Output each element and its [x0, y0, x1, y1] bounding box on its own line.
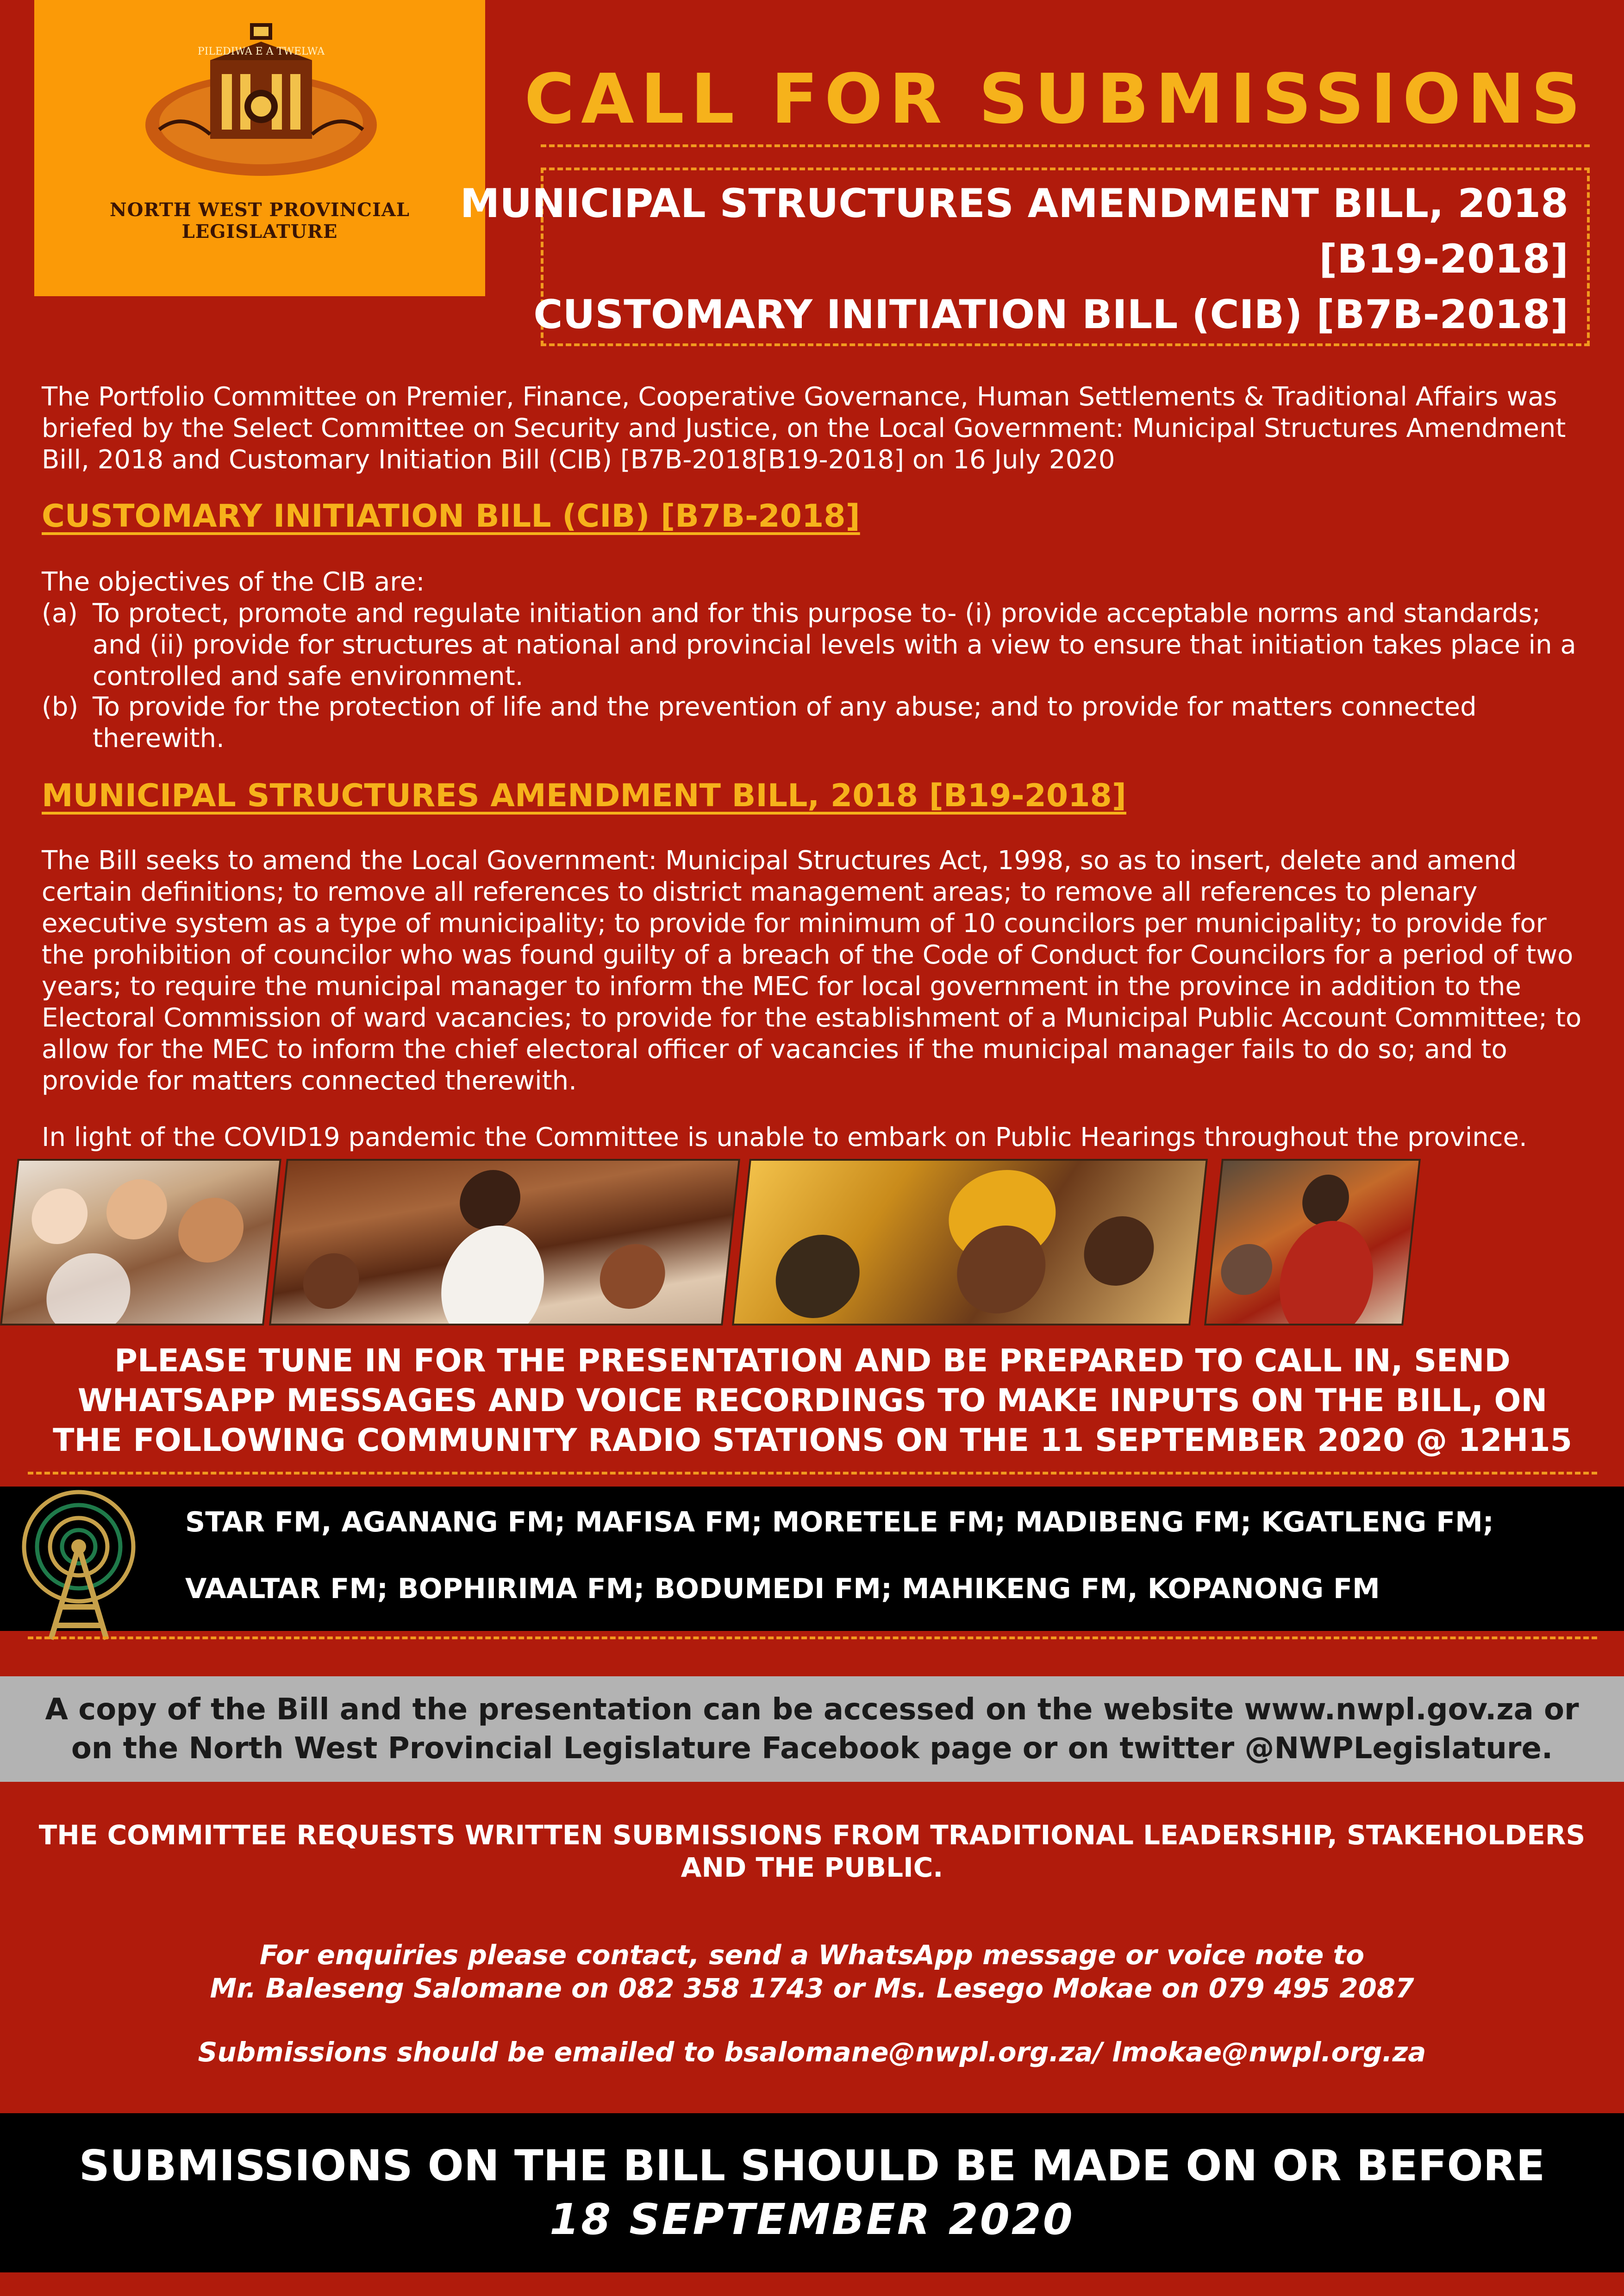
- cib-lead: The objectives of the CIB are:: [42, 567, 425, 597]
- objective-text-b: To provide for the protection of life and the prevention of any abuse; and to provide for matters connected therewith.: [93, 692, 1477, 753]
- contact-line-2: Mr. Baleseng Salomane on 082 358 1743 or Ms. Lesego Mokae on 079 495 2087: [210, 1972, 1414, 2004]
- cib-heading: CUSTOMARY INITIATION BILL (CIB) [B7B-2018]: [42, 498, 860, 535]
- legislature-emblem-logo: [141, 19, 381, 194]
- logo-panel: [34, 0, 485, 296]
- bill-title-box: [460, 168, 1590, 346]
- radio-call-to-action: PLEASE TUNE IN FOR THE PRESENTATION AND BE PREPARED TO CALL IN, SEND WHATSAPP MESSAGES AND VOICE RECORDINGS TO MAKE INPUTS ON THE BILL, ON THE FOLLOWING COMMUNITY RADIO STATIONS ON THE 11 SEPTEMBER 2020 @ 12H15: [53, 1343, 1572, 1459]
- radio-band-divider-top: [28, 1472, 1597, 1475]
- photo-audience: [0, 1159, 281, 1325]
- photo-woman-speaking: [269, 1159, 740, 1325]
- title-divider: [541, 144, 1590, 147]
- radio-band-divider-bottom: [28, 1636, 1597, 1639]
- radio-stations-line-2: VAALTAR FM; BOPHIRIMA FM; BODUMEDI FM; MAHIKENG FM, KOPANONG FM: [185, 1573, 1380, 1605]
- bill-access-info-band: [0, 1676, 1624, 1782]
- deadline-date: 18 SEPTEMBER 2020: [550, 2195, 1074, 2244]
- objective-label-a: (a): [42, 598, 78, 628]
- deadline-label: SUBMISSIONS ON THE BILL SHOULD BE MADE ON OR BEFORE: [79, 2141, 1545, 2190]
- msab-heading: MUNICIPAL STRUCTURES AMENDMENT BILL, 2018 [B19-2018]: [42, 778, 1126, 814]
- contact-line-1: For enquiries please contact, send a WhatsApp message or voice note to: [259, 1939, 1365, 1971]
- photo-woman-raising-hand: [732, 1159, 1208, 1325]
- photo-man-speaking: [1204, 1159, 1421, 1325]
- submission-email-line: Submissions should be emailed to bsalomane@nwpl.org.za/ lmokae@nwpl.org.za: [198, 2036, 1426, 2068]
- submission-request: THE COMMITTEE REQUESTS WRITTEN SUBMISSIONS FROM TRADITIONAL LEADERSHIP, STAKEHOLDERS AND THE PUBLIC.: [38, 1819, 1586, 1883]
- bill-title-line-1: MUNICIPAL STRUCTURES AMENDMENT BILL, 2018: [460, 180, 1568, 227]
- deadline-band: [0, 2113, 1624, 2272]
- bill-title-line-2: [B19-2018]: [1319, 236, 1568, 282]
- radio-stations-band: [0, 1487, 1624, 1631]
- intro-paragraph: The Portfolio Committee on Premier, Finance, Cooperative Governance, Human Settlements & Traditional Affairs was briefed by the Select Committee on Security and Justice, on the Local Government: Municipal Structures Amendment Bill, 2018 and Customary Initiation Bill (CIB) [B7B-2018[B19-2018] on 16 July 2020: [42, 382, 1566, 475]
- covid-note: In light of the COVID19 pandemic the Committee is unable to embark on Public Hearings throughout the province.: [42, 1122, 1527, 1152]
- bill-title-line-3: CUSTOMARY INITIATION BILL (CIB) [B7B-2018]: [533, 292, 1568, 338]
- objective-text-a: To protect, promote and regulate initiation and for this purpose to- (i) provide acceptable norms and standards; and (ii) provide for structures at national and provincial levels with a view to ensure that initiation takes place in a controlled and safe environment.: [93, 598, 1576, 691]
- radio-tower-icon: [19, 1487, 139, 1644]
- bill-access-info: A copy of the Bill and the presentation can be accessed on the website www.nwpl.gov.za or on the North West Provincial Legislature Facebook page or on twitter @NWPLegislature.: [45, 1692, 1579, 1766]
- page-title: CALL FOR SUBMISSIONS: [524, 59, 1587, 139]
- msab-body: The Bill seeks to amend the Local Government: Municipal Structures Act, 1998, so as to insert, delete and amend certain definitions; to remove all references to district management areas; to remove all references to plenary executive system as a type of municipality; to provide for minimum of 10 councilors per municipality; to provide for the prohibition of councilor who was found guilty of a breach of the Code of Conduct for Councilors for a period of two years; to require the municipal manager to inform the MEC for local government in the province in addition to the Electoral Commission of ward vacancies; to provide for the establishment of a Municipal Public Account Committee; to allow for the MEC to inform the chief electoral officer of vacancies if the municipal manager fails to do so; and to provide for matters connected therewith.: [42, 846, 1582, 1096]
- svg-text:PILEDIWA E A TWELWA: PILEDIWA E A TWELWA: [197, 46, 325, 57]
- radio-stations-line-1: STAR FM, AGANANG FM; MAFISA FM; MORETELE FM; MADIBENG FM; KGATLENG FM;: [185, 1506, 1494, 1538]
- logo-caption: NORTH WEST PROVINCIAL LEGISLATURE: [110, 199, 410, 243]
- objective-label-b: (b): [42, 692, 79, 722]
